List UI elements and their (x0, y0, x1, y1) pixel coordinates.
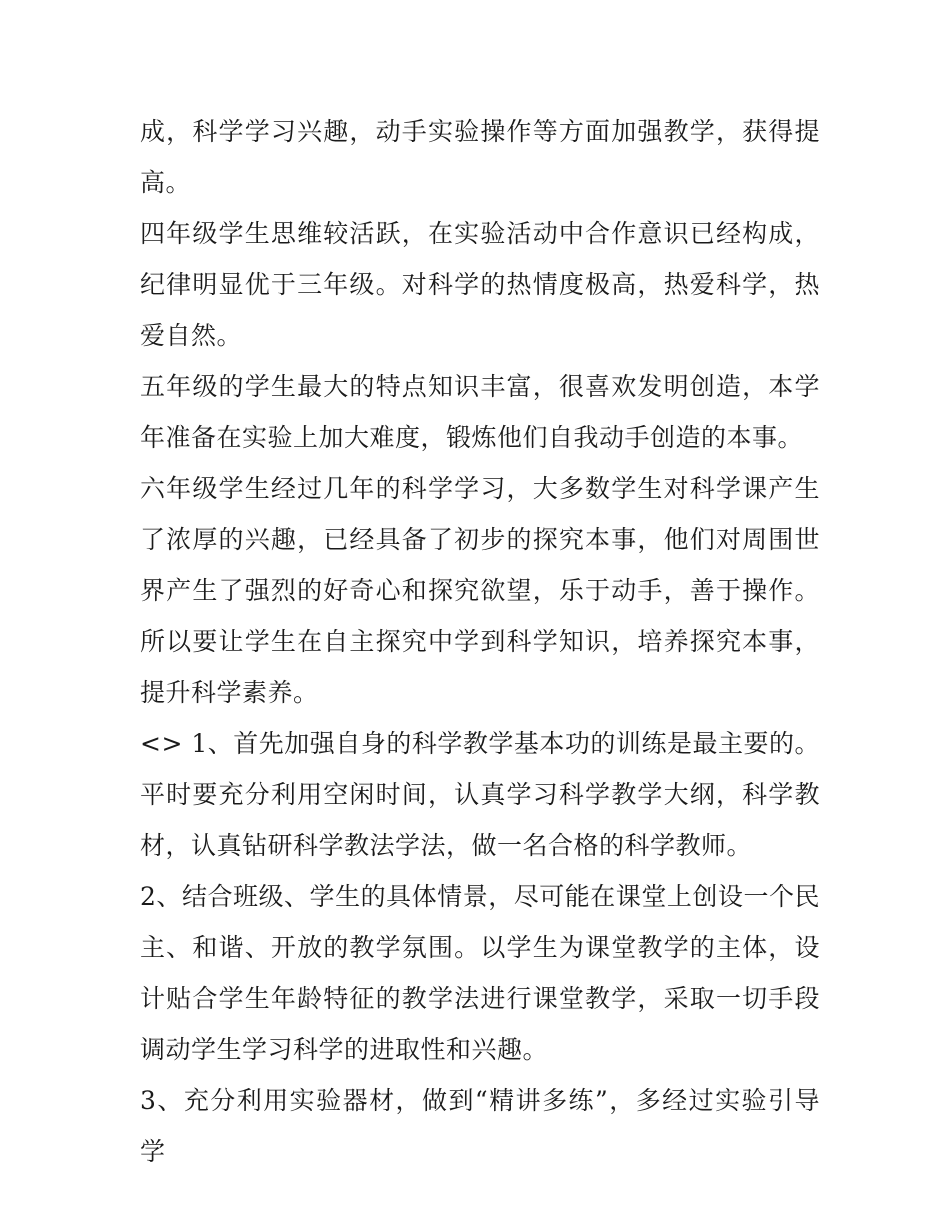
document-body (140, 106, 820, 1177)
paragraph-grade5: 五年级的学生最大的特点知识丰富，很喜欢发明创造，本学年准备在实验上加大难度，锻炼他们自我动手创造的本事。 (140, 372, 820, 452)
paragraph-measure-2: 2、结合班级、学生的具体情景，尽可能在课堂上创设一个民主、和谐、开放的教学氛围。以学生为课堂教学的主体，设计贴合学生年龄特征的教学法进行课堂教学，采取一切手段调动学生学习科学的进取性和兴趣。 (140, 882, 820, 1064)
paragraph-measure-3: 3、充分利用实验器材，做到“精讲多练”，多经过实验引导学 (140, 1086, 820, 1166)
paragraph-grade6: 六年级学生经过几年的科学学习，大多数学生对科学课产生了浓厚的兴趣，已经具备了初步的探究本事，他们对周围世界产生了强烈的好奇心和探究欲望，乐于动手，善于操作。所以要让学生在自主探究中学到科学知识，培养探究本事，提升科学素养。 (140, 474, 820, 707)
paragraph-grade3-continuation: 成，科学学习兴趣，动手实验操作等方面加强教学，获得提高。 (140, 117, 820, 197)
paragraph-grade4: 四年级学生思维较活跃，在实验活动中合作意识已经构成，纪律明显优于三年级。对科学的热情度极高，热爱科学，热爱自然。 (140, 219, 820, 350)
paragraph-measure-1: <> 1、首先加强自身的科学教学基本功的训练是最主要的。平时要充分利用空闲时间，认真学习科学教学大纲，科学教材，认真钻研科学教法学法，做一名合格的科学教师。 (140, 729, 820, 860)
